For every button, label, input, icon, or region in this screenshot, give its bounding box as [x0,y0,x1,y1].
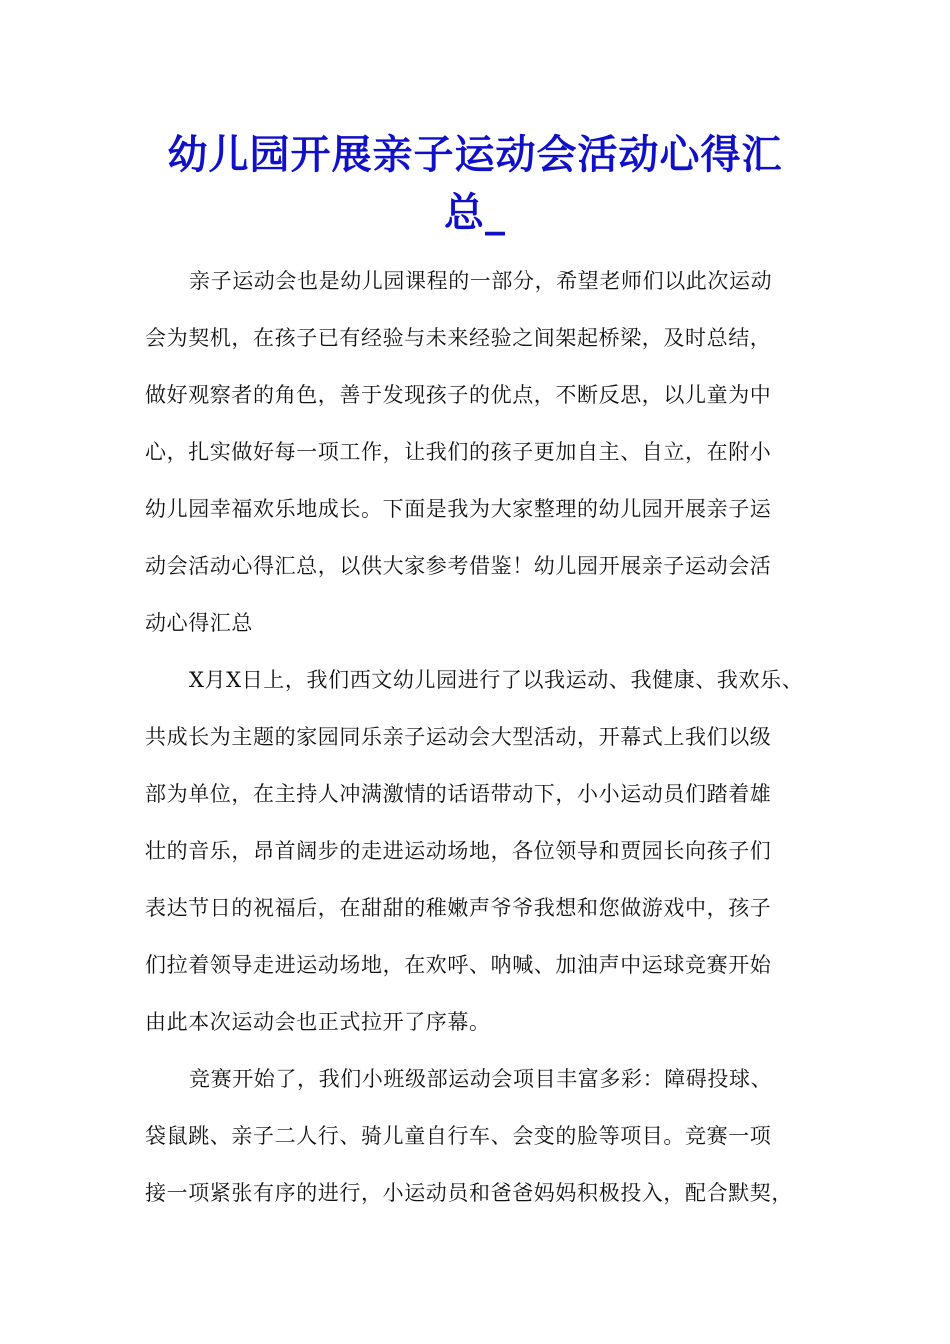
paragraph-3-line-1: 竞赛开始了，我们小班级部运动会项目丰富多彩：障碍投球、 [189,1067,773,1091]
paragraph-2-line-5: 表达节日的祝福后，在甜甜的稚嫩声爷爷我想和您做游戏中，孩子 [145,896,772,920]
paragraph-1-line-5: 幼儿园幸福欢乐地成长。下面是我为大家整理的幼儿园开展亲子运 [145,497,772,521]
paragraph-2-line-7: 由此本次运动会也正式拉开了序幕。 [145,1010,491,1034]
paragraph-1-line-1: 亲子运动会也是幼儿园课程的一部分，希望老师们以此次运动 [189,269,773,293]
paragraph-2-line-2: 共成长为主题的家园同乐亲子运动会大型活动，开幕式上我们以级 [145,725,772,749]
paragraph-1-line-3: 做好观察者的角色，善于发现孩子的优点，不断反思，以儿童为中 [145,383,772,407]
paragraph-1-line-4: 心，扎实做好每一项工作，让我们的孩子更加自主、自立，在附小 [145,440,772,464]
document-title: 幼儿园开展亲子运动会活动心得汇总_ [167,131,783,236]
paragraph-2-line-6: 们拉着领导走进运动场地，在欢呼、呐喊、加油声中运球竞赛开始 [145,953,772,977]
paragraph-1-line-2: 会为契机，在孩子已有经验与未来经验之间架起桥梁，及时总结， [145,326,772,350]
paragraph-3-line-2: 袋鼠跳、亲子二人行、骑儿童自行车、会变的脸等项目。竞赛一项 [145,1124,772,1148]
paragraph-2-line-4: 壮的音乐，昂首阔步的走进运动场地，各位领导和贾园长向孩子们 [145,839,772,863]
paragraph-2-line-1: X月X日上，我们西文幼儿园进行了以我运动、我健康、我欢乐、 [189,668,804,692]
paragraph-1-line-6: 动会活动心得汇总，以供大家参考借鉴！幼儿园开展亲子运动会活 [145,554,772,578]
paragraph-1-line-7: 动心得汇总 [145,611,253,635]
paragraph-3-line-3: 接一项紧张有序的进行，小运动员和爸爸妈妈积极投入，配合默契， [145,1181,793,1205]
paragraph-2-line-3: 部为单位，在主持人冲满激情的话语带动下，小小运动员们踏着雄 [145,782,772,806]
